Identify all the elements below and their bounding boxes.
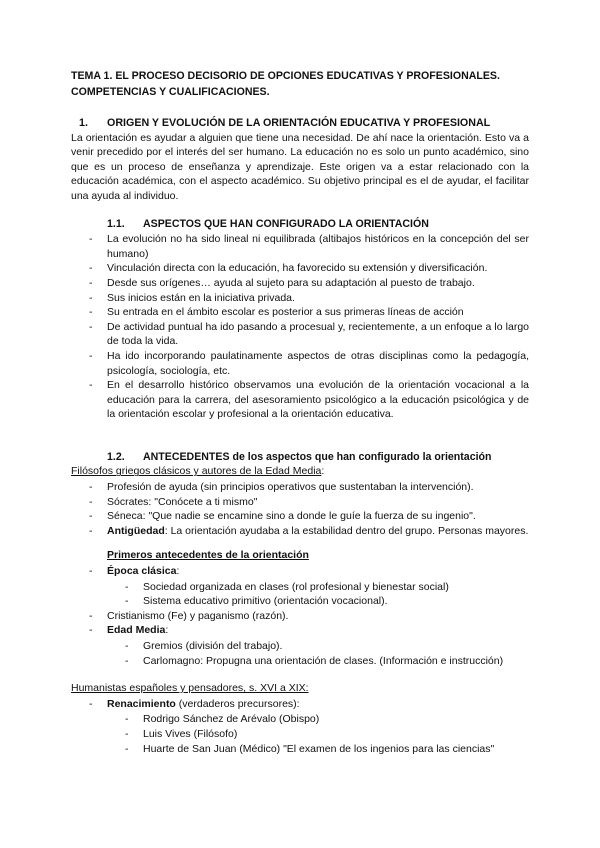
- list-item-edad-media: - Edad Media: - Gremios (división del trabajo). - Carlomagno: Propugna una orientación de clases. (Información e instrucción): [71, 623, 529, 668]
- humanists-list: [71, 697, 529, 756]
- subtitle-greek-philosophers: Filósofos griegos clásicos y autores de la Edad Media:: [71, 465, 325, 478]
- list-item: - Rodrigo Sánchez de Arévalo (Obispo): [71, 712, 529, 727]
- title-line-1: TEMA 1. EL PROCESO DECISORIO DE OPCIONES EDUCATIVAS Y PROFESIONALES.: [71, 70, 500, 82]
- list-item: - De actividad puntual ha ido pasando a procesual y, recientemente, a un enfoque a lo largo de toda la vida.: [71, 320, 529, 349]
- list-item: - Carlomagno: Propugna una orientación de clases. (Información e instrucción): [71, 654, 529, 669]
- list-item: - La evolución no ha sido lineal ni equilibrada (altibajos históricos en la concepción del ser humano): [71, 232, 529, 261]
- document-page: [71, 69, 529, 756]
- list-item: - Desde sus orígenes… ayuda al sujeto para su adaptación al puesto de trabajo.: [71, 276, 529, 291]
- section-1-1-title: ASPECTOS QUE HAN CONFIGURADO LA ORIENTACIÓN: [143, 217, 429, 230]
- subtitle-first-antecedents: Primeros antecedentes de la orientación: [107, 549, 309, 562]
- list-item: - Sus inicios están en la iniciativa privada.: [71, 291, 529, 306]
- list-item: - Sociedad organizada en clases (rol profesional y bienestar social): [71, 580, 529, 595]
- edad-media-sublist: [71, 639, 529, 668]
- section-1-title: ORIGEN Y EVOLUCIÓN DE LA ORIENTACIÓN EDUCATIVA Y PROFESIONAL: [107, 117, 491, 129]
- subtitle-humanists: Humanistas españoles y pensadores, s. XVI a XIX:: [71, 682, 309, 695]
- list-item: - Séneca: "Que nadie se encamine sino a donde le guíe la fuerza de su ingenio".: [71, 509, 529, 524]
- list-item: - Huarte de San Juan (Médico) "El examen de los ingenios para las ciencias": [71, 742, 529, 757]
- greek-philosophers-list: [71, 480, 529, 538]
- list-item-antiguedad: - Antigüedad: La orientación ayudaba a la estabilidad dentro del grupo. Personas mayores.: [71, 524, 529, 539]
- section-1-heading: [71, 116, 529, 131]
- section-1-2-title: ANTECEDENTES de los aspectos que han configurado la orientación: [143, 450, 492, 463]
- section-1-1-list: [71, 232, 529, 422]
- list-item: - Cristianismo (Fe) y paganismo (razón).: [71, 609, 529, 624]
- renacimiento-sublist: [71, 712, 529, 756]
- section-1-2-number: 1.2.: [107, 450, 125, 463]
- section-1-paragraph: La orientación es ayudar a alguien que tiene una necesidad. De ahí nace la orientación. Esto va a venir precedido por el interés del ser humano. La educación no es solo un punto académico, sino que es un proceso de enseñanza y aprendizaje. Este origen va a estar relacionado con la educación académica, con el aspecto académico. Su objetivo principal es el de ayudar, el facilitar una ayuda al individuo.: [71, 131, 529, 202]
- list-item: - Vinculación directa con la educación, ha favorecido su extensión y diversificación.: [71, 261, 529, 276]
- list-item: - Ha ido incorporando paulatinamente aspectos de otras disciplinas como la pedagogía, psicología, sociología, etc.: [71, 349, 529, 378]
- list-item-epoca-clasica: - Época clásica: - Sociedad organizada en clases (rol profesional y bienestar social) - Sistema educativo primitivo (orientación vocacional).: [71, 564, 529, 609]
- section-1-1-number: 1.1.: [107, 217, 125, 230]
- list-item: - Gremios (división del trabajo).: [71, 639, 529, 654]
- title-line-2: COMPETENCIAS Y CUALIFICACIONES.: [71, 85, 270, 98]
- list-item: - En el desarrollo histórico observamos una evolución de la orientación vocacional a la educación para la carrera, del asesoramiento psicológico a la educación psicológica y de la orientación escolar y profesional a la orientación educativa.: [71, 378, 529, 422]
- list-item: - Su entrada en el ámbito escolar es posterior a sus primeras líneas de acción: [71, 305, 529, 320]
- section-1-1-heading: [71, 217, 529, 232]
- list-item: - Sistema educativo primitivo (orientación vocacional).: [71, 594, 529, 609]
- first-antecedents-list: [71, 564, 529, 668]
- section-1-number: 1.: [79, 117, 88, 129]
- document-title: [71, 69, 529, 100]
- list-item: - Luis Vives (Filósofo): [71, 727, 529, 742]
- list-item-renacimiento: - Renacimiento (verdaderos precursores): - Rodrigo Sánchez de Arévalo (Obispo) - Luis Vives (Filósofo) - Huarte de San Juan (Médico) "El examen de los ingenios para las ciencias": [71, 697, 529, 756]
- list-item: - Profesión de ayuda (sin principios operativos que sustentaban la intervención).: [71, 480, 529, 495]
- epoca-clasica-sublist: [71, 580, 529, 609]
- list-item: - Sócrates: "Conócete a ti mismo": [71, 495, 529, 510]
- section-1-2-heading: [71, 450, 529, 465]
